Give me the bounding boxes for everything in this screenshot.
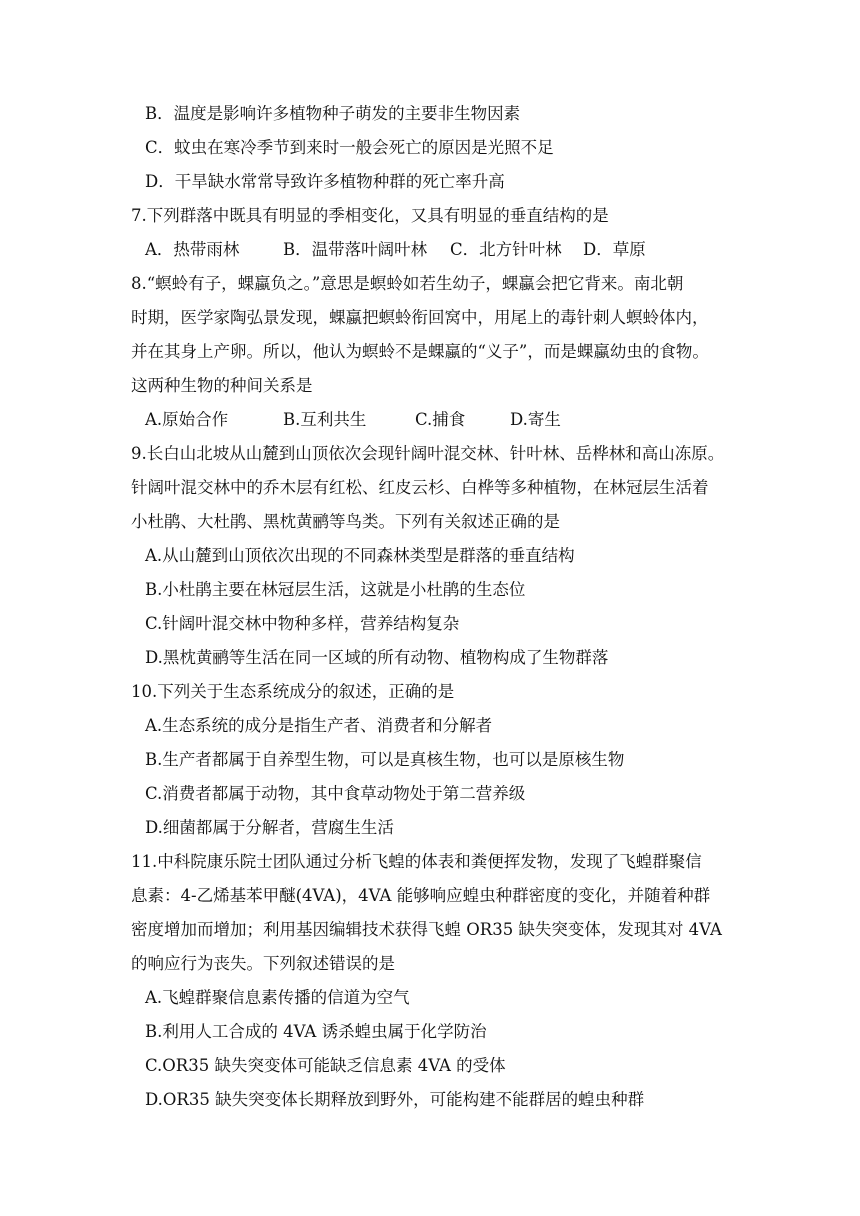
q7-option-a: A．热带雨林 [145, 240, 240, 259]
q9-stem-line: 针阔叶混交林中的乔木层有红松、红皮云杉、白桦等多种植物，在林冠层生活着 [131, 478, 709, 497]
q9-stem-line: 小杜鹃、大杜鹃、黑枕黄鹂等鸟类。下列有关叙述正确的是 [131, 512, 560, 531]
q10-option-a: A.生态系统的成分是指生产者、消费者和分解者 [145, 716, 493, 735]
q8-stem-line: 8.“螟蛉有子，蜾蠃负之。”意思是螟蛉如若生幼子，蜾蠃会把它背来。南北朝 [131, 274, 684, 293]
q10-stem: 10.下列关于生态系统成分的叙述，正确的是 [131, 682, 455, 701]
q11-stem-line: 息素：4-乙烯基苯甲醚(4VA)，4VA 能够响应蝗虫种群密度的变化，并随着种群 [131, 886, 711, 905]
q7-options [131, 233, 737, 267]
q8-options [131, 403, 737, 437]
q9-option-b: B.小杜鹃主要在林冠层生活，这就是小杜鹃的生态位 [145, 580, 526, 599]
q11-stem-line: 的响应行为丧失。下列叙述错误的是 [131, 954, 395, 973]
q9-option-a: A.从山麓到山顶依次出现的不同森林类型是群落的垂直结构 [145, 546, 575, 565]
q8-option-d: D.寄生 [510, 410, 561, 429]
q11-option-c: C.OR35 缺失突变体可能缺乏信息素 4VA 的受体 [145, 1056, 506, 1075]
q11-option-b: B.利用人工合成的 4VA 诱杀蝗虫属于化学防治 [145, 1022, 487, 1041]
q7-option-c: C．北方针叶林 [450, 240, 562, 259]
q9-option-d: D.黑枕黄鹂等生活在同一区域的所有动物、植物构成了生物群落 [145, 648, 609, 667]
question-content [131, 97, 737, 1117]
q7-option-b: B．温带落叶阔叶林 [283, 240, 428, 259]
q11-option-d: D.OR35 缺失突变体长期释放到野外，可能构建不能群居的蝗虫种群 [145, 1090, 645, 1109]
q8-stem-line: 时期，医学家陶弘景发现，蜾蠃把螟蛉衔回窝中，用尾上的毒针刺人螟蛉体内， [131, 308, 709, 327]
q8-option-c: C.捕食 [415, 410, 466, 429]
q11-stem-line: 密度增加而增加；利用基因编辑技术获得飞蝗 OR35 缺失突变体，发现其对 4VA [131, 920, 722, 939]
q9-option-c: C.针阔叶混交林中物种多样，营养结构复杂 [145, 614, 460, 633]
q10-option-d: D.细菌都属于分解者，营腐生生活 [145, 818, 394, 837]
q10-option-c: C.消费者都属于动物，其中食草动物处于第二营养级 [145, 784, 526, 803]
q6-option-b: B．温度是影响许多植物种子萌发的主要非生物因素 [145, 104, 521, 123]
q8-option-b: B.互利共生 [283, 410, 367, 429]
q8-stem-line: 并在其身上产卵。所以，他认为螟蛉不是蜾蠃的“义子”，而是蜾蠃幼虫的食物。 [131, 342, 709, 361]
q7-option-d: D．草原 [583, 240, 646, 259]
q6-option-c: C．蚊虫在寒冷季节到来时一般会死亡的原因是光照不足 [145, 138, 554, 157]
q6-option-d: D．干旱缺水常常导致许多植物种群的死亡率升高 [145, 172, 505, 191]
q10-option-b: B.生产者都属于自养型生物，可以是真核生物，也可以是原核生物 [145, 750, 625, 769]
q7-stem: 7.下列群落中既具有明显的季相变化，又具有明显的垂直结构的是 [131, 206, 609, 225]
q11-option-a: A.飞蝗群聚信息素传播的信道为空气 [145, 988, 410, 1007]
q11-stem-line: 11.中科院康乐院士团队通过分析飞蝗的体表和粪便挥发物，发现了飞蝗群聚信 [131, 852, 702, 871]
q8-stem-line: 这两种生物的种间关系是 [131, 376, 313, 395]
q9-stem-line: 9.长白山北坡从山麓到山顶依次会现针阔叶混交林、针叶林、岳桦林和高山冻原。 [131, 444, 725, 463]
q8-option-a: A.原始合作 [145, 410, 229, 429]
